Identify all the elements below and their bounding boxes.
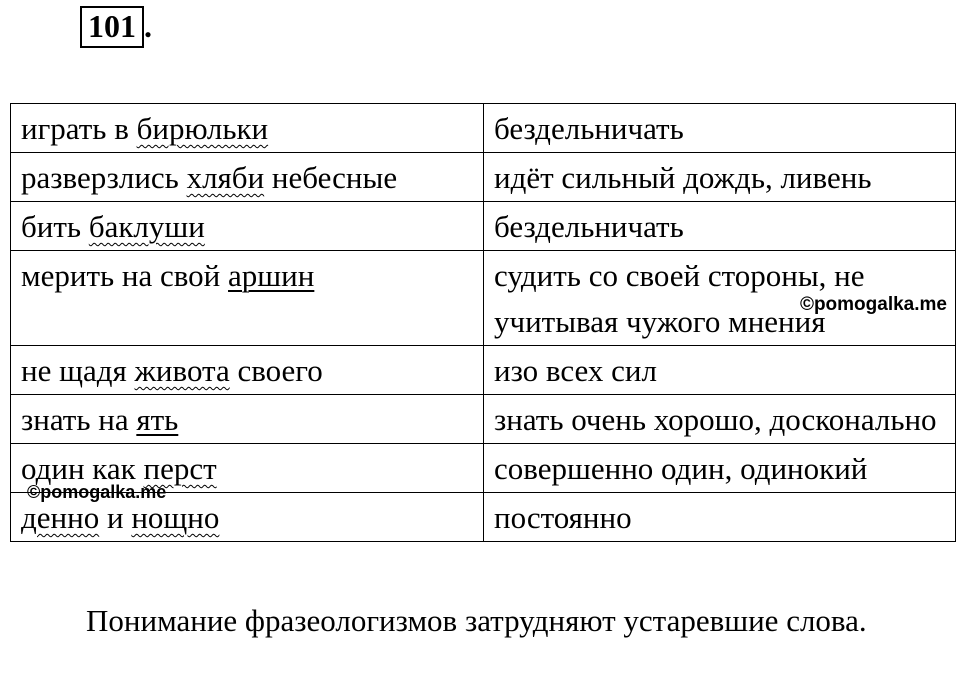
phrase-archaic-word: ять: [136, 402, 179, 437]
phrase-archaic-word: хляби: [186, 160, 265, 195]
watermark: ©pomogalka.me: [799, 294, 947, 315]
exercise-number-box: 101: [80, 6, 144, 48]
phrase-text-after: своего: [229, 353, 323, 388]
meaning-text: совершенно один, одинокий: [494, 451, 868, 486]
table-row: [11, 153, 956, 202]
meaning-cell: [484, 104, 956, 153]
phrase-archaic-word: нощно: [131, 500, 220, 535]
phrase-cell: [11, 153, 484, 202]
phrase-text: разверзлись: [21, 160, 187, 195]
exercise-number-dot: .: [144, 8, 152, 44]
meaning-text: бездельничать: [494, 111, 684, 146]
meaning-cell: [484, 202, 956, 251]
table-row: [11, 202, 956, 251]
meaning-cell: [484, 493, 956, 542]
exercise-number: [80, 6, 152, 48]
conclusion-paragraph: Понимание фразеологизмов затрудняют устаревшие слова.: [86, 603, 867, 638]
phrase-archaic-word: живота: [134, 353, 230, 388]
table-row: [11, 395, 956, 444]
phrase-cell: [11, 104, 484, 153]
phrase-cell: [11, 251, 484, 346]
meaning-cell: [484, 251, 956, 346]
meaning-text: постоянно: [494, 500, 632, 535]
phrase-cell: [11, 202, 484, 251]
phrase-archaic-word: перст: [143, 451, 217, 486]
phrase-text: и: [99, 500, 132, 535]
meaning-text: идёт сильный дождь, ливень: [494, 160, 872, 195]
meaning-text: бездельничать: [494, 209, 684, 244]
meaning-text: знать очень хорошо, досконально: [494, 402, 937, 437]
phrase-archaic-word: аршин: [228, 258, 315, 293]
table-row: [11, 444, 956, 493]
phrase-text: знать на: [21, 402, 137, 437]
phrase-archaic-word: баклуши: [88, 209, 205, 244]
table-row: [11, 346, 956, 395]
phrase-cell: [11, 346, 484, 395]
phrase-text: играть в: [21, 111, 137, 146]
table-row: [11, 104, 956, 153]
phraseology-table: [10, 103, 956, 542]
phrase-text: один как: [21, 451, 144, 486]
phrase-archaic-word: денно: [21, 500, 100, 535]
meaning-cell: [484, 444, 956, 493]
phrase-archaic-word: бирюльки: [136, 111, 269, 146]
watermark: ©pomogalka.me: [27, 482, 167, 502]
meaning-text: судить со своей стороны, не учитывая чужого мнения: [494, 258, 865, 339]
meaning-cell: [484, 346, 956, 395]
phrase-cell: [11, 444, 484, 502]
phrase-text: не щадя: [21, 353, 135, 388]
phrase-cell: [11, 395, 484, 444]
meaning-cell: [484, 395, 956, 444]
phrase-text-after: небесные: [264, 160, 398, 195]
phrase-text: мерить на свой: [21, 258, 229, 293]
meaning-text: изо всех сил: [494, 353, 657, 388]
phrase-text: бить: [21, 209, 89, 244]
table-row: [11, 251, 956, 346]
meaning-cell: [484, 153, 956, 202]
